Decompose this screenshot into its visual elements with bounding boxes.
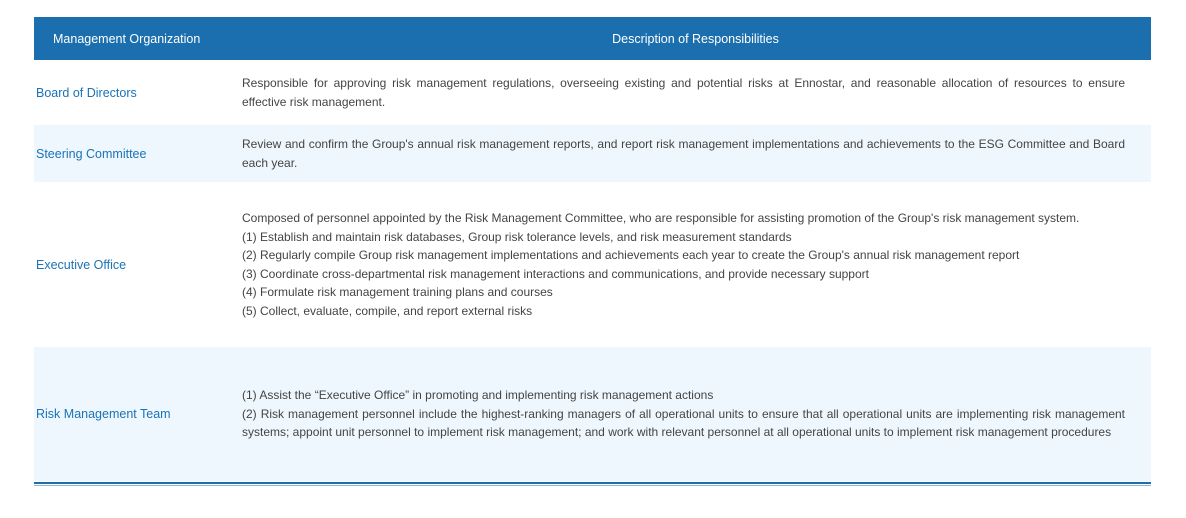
desc-steering-committee xyxy=(240,125,1151,182)
responsibilities-table-container xyxy=(34,17,1151,486)
table-row xyxy=(34,125,1151,182)
table-row xyxy=(34,182,1151,347)
org-steering-committee: Steering Committee xyxy=(34,125,240,182)
desc-line: (3) Coordinate cross-departmental risk management interactions and communications, and provide necessary support xyxy=(242,266,869,281)
desc-board-of-directors xyxy=(240,60,1151,125)
desc-line: (1) Establish and maintain risk databases, Group risk tolerance levels, and risk measurement standards xyxy=(242,229,792,244)
table-header xyxy=(34,17,1151,60)
desc-risk-management-team xyxy=(240,347,1151,481)
desc-line: (1) Assist the “Executive Office” in promoting and implementing risk management actions xyxy=(242,388,714,403)
desc-line: (4) Formulate risk management training plans and courses xyxy=(242,285,553,299)
desc-line: (2) Regularly compile Group risk management implementations and achievements each year to create the Group's annual risk management report xyxy=(242,248,1020,262)
desc-line: (2) Risk management personnel include the highest-ranking managers of all operational units to ensure that all operational units are implementing risk management systems; appoint unit personnel to implement risk management; and work with relevant personnel at all operational units to implement risk management procedures xyxy=(242,406,1125,440)
header-management-organization: Management Organization xyxy=(34,17,240,60)
org-risk-management-team: Risk Management Team xyxy=(34,347,240,481)
header-row xyxy=(34,17,1151,60)
table-bottom-rule xyxy=(34,482,1151,484)
table-row xyxy=(34,347,1151,481)
org-board-of-directors: Board of Directors xyxy=(36,85,137,100)
desc-line: Review and confirm the Group's annual risk management reports, and report risk management implementations and achievements to the ESG Committee and Board each year. xyxy=(242,137,1125,170)
table-row xyxy=(34,60,1151,125)
desc-executive-office xyxy=(240,182,1151,347)
header-description-of-responsibilities: Description of Responsibilities xyxy=(240,17,1151,60)
responsibilities-table xyxy=(34,17,1151,481)
desc-line: Composed of personnel appointed by the Risk Management Committee, who are responsible for assisting promotion of the Group's risk management system. xyxy=(242,211,1080,225)
desc-line: Responsible for approving risk management regulations, overseeing existing and potential risks at Ennostar, and reasonable allocation of resources to ensure effective risk management. xyxy=(242,76,1125,109)
table-body xyxy=(34,60,1151,481)
org-executive-office: Executive Office xyxy=(36,257,127,272)
desc-line: (5) Collect, evaluate, compile, and report external risks xyxy=(242,303,533,318)
table-bottom-rule-light xyxy=(34,485,1151,486)
